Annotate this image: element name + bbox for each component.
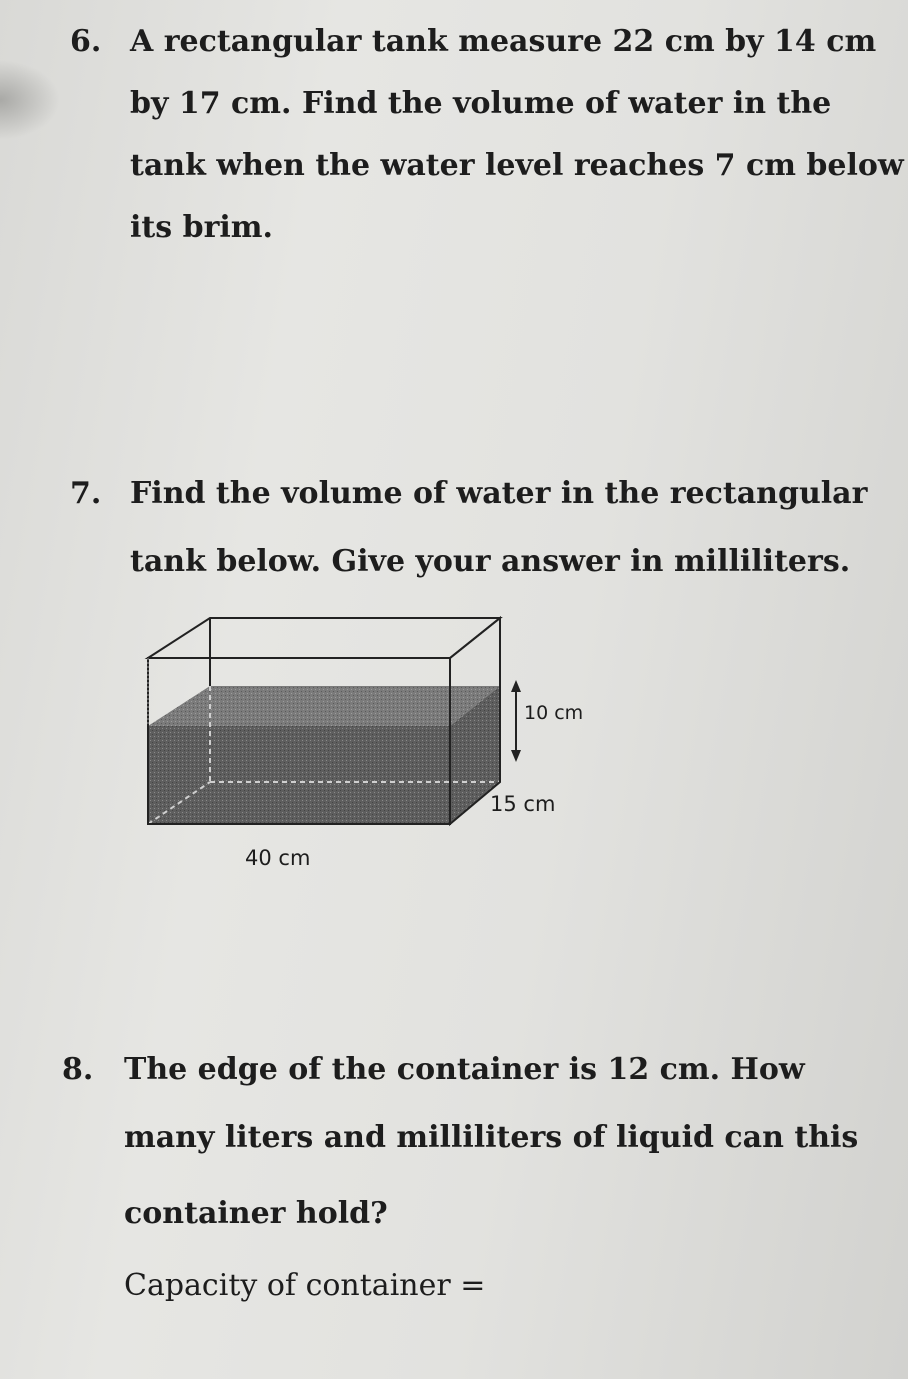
question-text-line: Find the volume of water in the rectangular bbox=[130, 476, 868, 511]
width-label: 15 cm bbox=[490, 792, 556, 816]
answer-prompt: Capacity of container = bbox=[124, 1268, 486, 1303]
question-number: 6. bbox=[70, 24, 102, 59]
question-number: 7. bbox=[70, 476, 102, 511]
question-text-line: The edge of the container is 12 cm. How bbox=[124, 1052, 805, 1087]
tank-top bbox=[148, 618, 500, 658]
water-surface bbox=[148, 686, 500, 726]
question-text-line: A rectangular tank measure 22 cm by 14 cm bbox=[130, 24, 877, 59]
question-text-line: container hold? bbox=[124, 1196, 388, 1231]
question-text-line: by 17 cm. Find the volume of water in the bbox=[130, 86, 832, 121]
page-shadow bbox=[0, 60, 60, 140]
question-text-line: many liters and milliliters of liquid can this bbox=[124, 1120, 859, 1155]
question-text-line: tank when the water level reaches 7 cm below bbox=[130, 148, 904, 183]
water-height-label: 10 cm bbox=[524, 702, 584, 724]
water-front bbox=[148, 726, 450, 824]
question-text-line: its brim. bbox=[130, 210, 273, 245]
question-number: 8. bbox=[62, 1052, 94, 1087]
length-label: 40 cm bbox=[245, 846, 311, 870]
tank-diagram bbox=[130, 600, 580, 890]
question-text-line: tank below. Give your answer in milliliters. bbox=[130, 544, 851, 579]
tank-figure bbox=[130, 600, 584, 890]
